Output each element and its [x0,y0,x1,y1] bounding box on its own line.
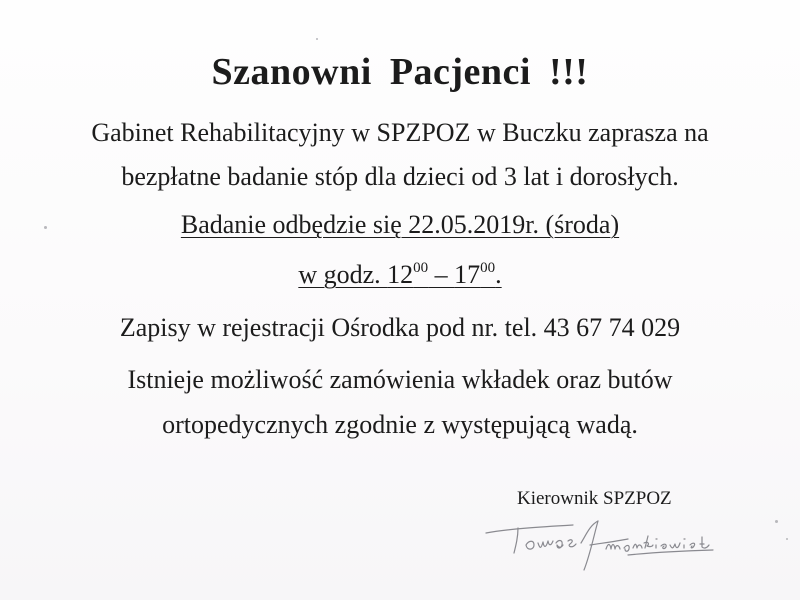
orthopedic-line-2: ortopedycznych zgodnie z występującą wadą. [162,410,638,439]
hours-end-minutes: 00 [480,260,496,276]
exam-date-line [0,210,800,240]
invitation-line-2: bezpłatne badanie stóp dla dzieci od 3 lat i dorosłych. [121,162,679,191]
hours-prefix: w godz. [298,260,388,289]
signer-role: Kierownik SPZPOZ [517,488,672,509]
registration-line: Zapisy w rejestracji Ośrodka pod nr. tel. 43 67 74 029 [119,313,681,342]
hours-start-minutes: 00 [413,260,429,276]
paper-speck [775,520,778,523]
paper-speck [786,538,788,540]
handwritten-signature [478,515,728,575]
exam-hours-line [0,260,800,290]
exam-hours-text [298,260,501,289]
hours-start: 12 [387,260,414,289]
paper-speck [316,38,318,40]
hours-suffix: . [495,260,502,289]
hours-dash: – [428,260,455,289]
paper-speck [44,226,47,229]
notice-title: Szanowni Pacjenci !!! [211,51,589,93]
exam-date-text: Badanie odbędzie się 22.05.2019r. (środa) [180,210,620,239]
orthopedic-line-1: Istnieje możliwość zamówienia wkładek oraz butów [127,365,673,394]
invitation-line-1: Gabinet Rehabilitacyjny w SPZPOZ w Buczku zaprasza na [91,118,709,147]
hours-end: 17 [454,260,481,289]
